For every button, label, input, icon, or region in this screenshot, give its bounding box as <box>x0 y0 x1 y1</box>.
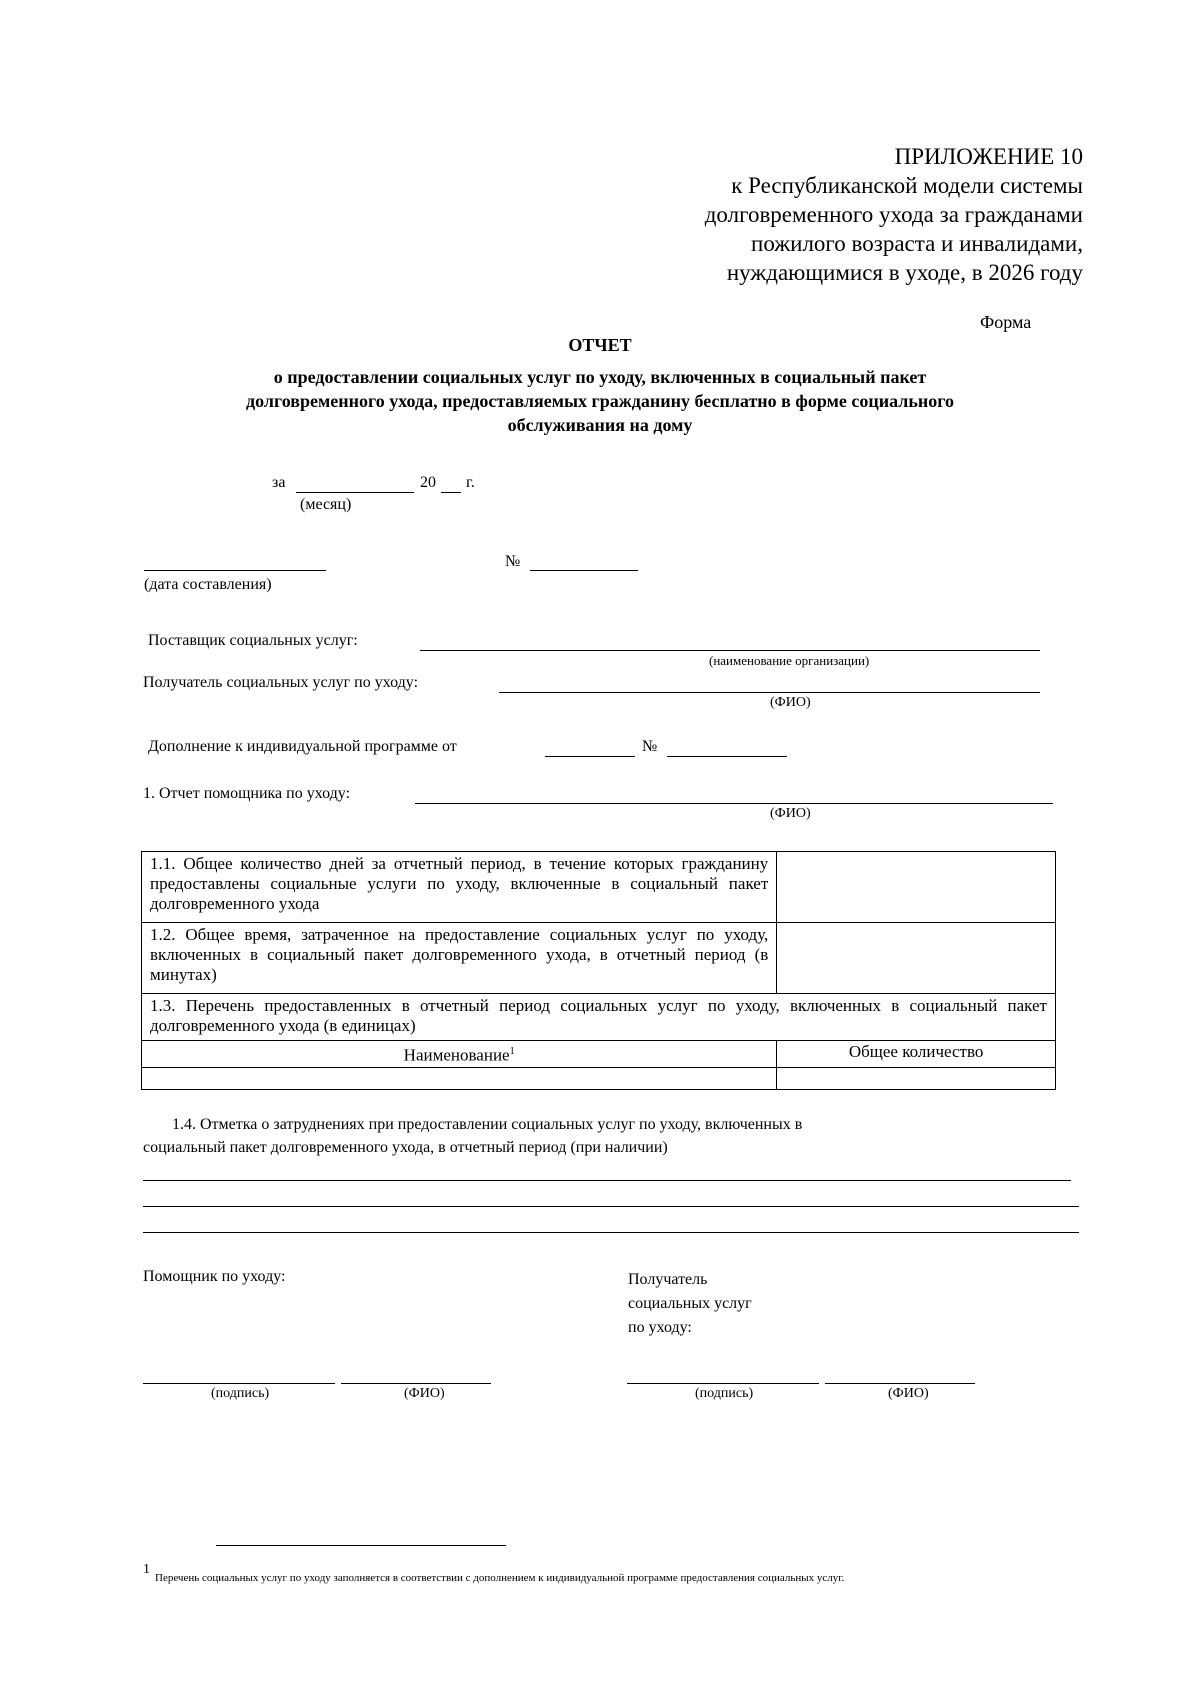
subtitle-line: о предоставлении социальных услуг по уходу, включенных в социальный пакет <box>273 367 927 387</box>
header-line: к Республиканской модели системы <box>731 173 1083 198</box>
assistant-fio-caption: (ФИО) <box>770 806 811 821</box>
recipient-signature-field[interactable] <box>627 1383 819 1384</box>
difficulties-field[interactable] <box>143 1232 1079 1233</box>
year-field[interactable] <box>441 492 461 493</box>
difficulties-field[interactable] <box>143 1206 1079 1207</box>
assistant-fio-field[interactable] <box>415 803 1053 804</box>
supplement-date-field[interactable] <box>545 756 635 757</box>
table-row <box>142 1067 1056 1089</box>
appendix-header <box>705 142 1083 287</box>
recipient-signature-line: социальных услуг <box>628 1295 752 1312</box>
supplement-number-sign: № <box>642 738 658 755</box>
report-number-field[interactable] <box>530 570 638 571</box>
difficulties-field[interactable] <box>143 1180 1071 1181</box>
difficulties-line1: 1.4. Отметка о затруднениях при предоставлении социальных услуг по уходу, включенных в <box>172 1116 803 1133</box>
subtitle-line: долговременного ухода, предоставляемых гражданину бесплатно в форме социального <box>246 391 954 411</box>
assistant-signature-label: Помощник по уходу: <box>143 1268 286 1285</box>
days-count-value[interactable] <box>777 852 1056 923</box>
report-title: ОТЧЕТ <box>568 335 632 355</box>
recipient-fio-sign-caption: (ФИО) <box>888 1386 929 1401</box>
difficulties-line2: социальный пакет долговременного ухода, в отчетный период (при наличии) <box>143 1139 668 1156</box>
report-subtitle <box>100 365 1100 437</box>
column-header-name <box>142 1041 777 1068</box>
recipient-signature-line: Получатель <box>628 1271 708 1288</box>
year-suffix: г. <box>466 474 475 491</box>
table-header-row <box>142 1041 1056 1068</box>
provider-label: Поставщик социальных услуг: <box>148 632 358 649</box>
recipient-signature-caption: (подпись) <box>695 1386 754 1401</box>
recipient-label: Получатель социальных услуг по уходу: <box>143 674 419 691</box>
recipient-signature-label <box>628 1268 752 1340</box>
supplement-number-field[interactable] <box>667 756 787 757</box>
time-spent-label: 1.2. Общее время, затраченное на предоставление социальных услуг по уходу, включенных в социальный пакет долговременного ухода, в отчетный период (в минутах) <box>142 923 777 994</box>
year-prefix: 20 <box>420 474 436 491</box>
footnote-ref: 1 <box>509 1046 515 1057</box>
service-name-cell[interactable] <box>142 1067 777 1089</box>
table-row <box>142 923 1056 994</box>
days-count-label: 1.1. Общее количество дней за отчетный период, в течение которых гражданину предоставлены социальные услуги по уходу, включенные в социальный пакет долговременного ухода <box>142 852 777 923</box>
footnote-separator <box>216 1545 506 1546</box>
form-label: Форма <box>980 312 1032 332</box>
date-field[interactable] <box>144 570 326 571</box>
assistant-report-label: 1. Отчет помощника по уходу: <box>143 785 351 802</box>
table-row <box>142 852 1056 923</box>
date-caption: (дата составления) <box>144 576 272 593</box>
service-total-cell[interactable] <box>777 1067 1056 1089</box>
column-header-total: Общее количество <box>777 1041 1056 1068</box>
appendix-number: ПРИЛОЖЕНИЕ 10 <box>894 144 1083 169</box>
number-sign: № <box>505 553 521 570</box>
month-field[interactable] <box>296 492 414 493</box>
header-line: долговременного ухода за гражданами <box>704 202 1083 227</box>
footnote-mark: 1 <box>143 1562 150 1577</box>
footnote-text: Перечень социальных услуг по уходу заполняется в соответствии с дополнением к индивидуальной программе предоставления социальных услуг. <box>155 1572 845 1584</box>
header-line: пожилого возраста и инвалидами, <box>751 231 1083 256</box>
header-line: нуждающимися в уходе, в 2026 году <box>726 260 1083 285</box>
table-row <box>142 994 1056 1041</box>
subtitle-line: обслуживания на дому <box>507 415 693 435</box>
recipient-field[interactable] <box>499 692 1040 693</box>
recipient-caption: (ФИО) <box>770 695 811 710</box>
provider-field[interactable] <box>420 650 1040 651</box>
time-spent-value[interactable] <box>777 923 1056 994</box>
supplement-label: Дополнение к индивидуальной программе от <box>148 738 457 755</box>
assistant-signature-field[interactable] <box>143 1383 335 1384</box>
report-table <box>141 851 1056 1090</box>
assistant-signature-caption: (подпись) <box>211 1386 270 1401</box>
month-caption: (месяц) <box>300 496 352 513</box>
recipient-signature-line: по уходу: <box>628 1319 692 1336</box>
recipient-fio-sign-field[interactable] <box>825 1383 975 1384</box>
assistant-fio-sign-caption: (ФИО) <box>404 1386 445 1401</box>
column-header-name-text: Наименование <box>403 1045 510 1065</box>
services-list-label: 1.3. Перечень предоставленных в отчетный период социальных услуг по уходу, включенных в социальный пакет долговременного ухода (в единицах) <box>142 994 1056 1041</box>
provider-caption: (наименование организации) <box>709 653 870 668</box>
period-za: за <box>272 474 286 491</box>
assistant-fio-sign-field[interactable] <box>341 1383 491 1384</box>
